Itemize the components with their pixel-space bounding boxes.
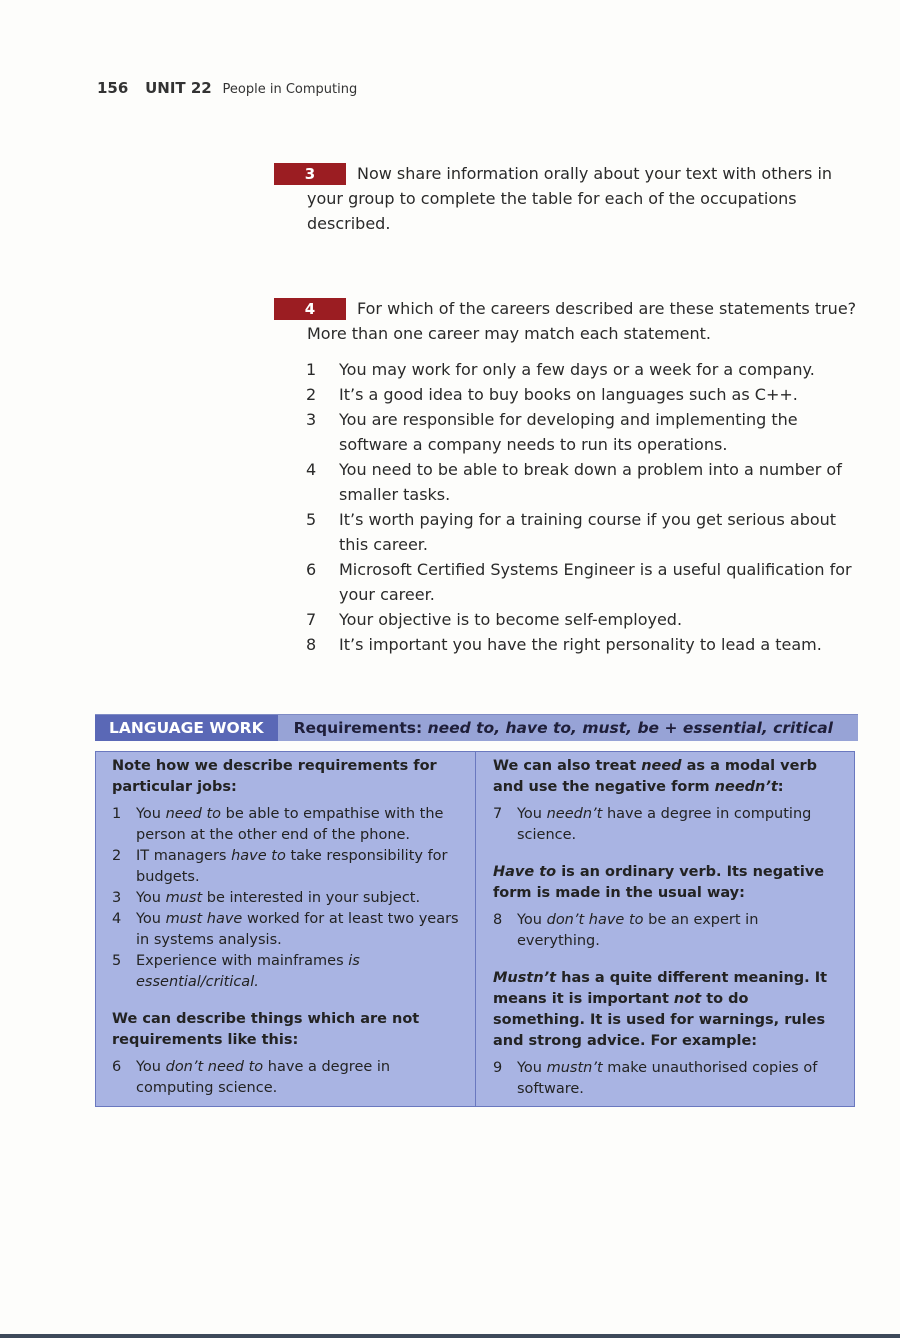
exercise-3 bbox=[274, 161, 864, 236]
statement-item: 6 Microsoft Certified Systems Engineer is a useful qualification for your career. bbox=[306, 560, 852, 604]
exercise-3-line-1: Now share information orally about your text with others in bbox=[357, 164, 833, 183]
example-item: 5 Experience with mainframes is essential/critical. bbox=[112, 953, 360, 990]
left-intro: Note how we describe requirements for particular jobs: bbox=[112, 758, 437, 795]
left-intro-2: We can describe things which are not requirements like this: bbox=[112, 1011, 420, 1048]
exercise-4-line-1: For which of the careers described are these statements true? bbox=[357, 299, 857, 318]
running-header bbox=[97, 79, 357, 97]
statement-list bbox=[306, 357, 866, 657]
right-para-1: We can also treat need as a modal verb and use the negative form needn’t: bbox=[493, 758, 817, 795]
exercise-number-badge: 4 bbox=[274, 298, 346, 320]
statement-item: 3 You are responsible for developing and implementing the software a company needs to run its operations. bbox=[306, 410, 798, 454]
non-requirements-examples bbox=[112, 1057, 459, 1099]
needn-t-example bbox=[493, 804, 838, 846]
page-number: 156 bbox=[97, 79, 129, 97]
right-para-3: Mustn’t has a quite different meaning. It means it is important not to do something. It is used for warnings, rules and strong advice. For example: bbox=[493, 970, 828, 1049]
statement-item: 4 You need to be able to break down a problem into a number of smaller tasks. bbox=[306, 460, 842, 504]
unit-title: People in Computing bbox=[222, 82, 358, 97]
statement-item: 1 You may work for only a few days or a week for a company. bbox=[306, 360, 815, 379]
example-item: 9 You mustn’t make unauthorised copies of software. bbox=[493, 1060, 818, 1097]
unit-label: UNIT 22 bbox=[145, 79, 212, 97]
language-work-header bbox=[95, 714, 858, 741]
page-bottom-edge bbox=[0, 1334, 900, 1338]
right-para-2: Have to is an ordinary verb. Its negative form is made in the usual way: bbox=[493, 864, 825, 901]
example-item: 6 You don’t need to have a degree in computing science. bbox=[112, 1059, 391, 1096]
example-item: 2 IT managers have to take responsibility for budgets. bbox=[112, 848, 448, 885]
language-work-right-column bbox=[475, 752, 854, 1106]
language-work-left-column bbox=[96, 752, 475, 1106]
example-item: 3 You must be interested in your subject. bbox=[112, 890, 421, 906]
statement-item: 5 It’s worth paying for a training course if you get serious about this career. bbox=[306, 510, 837, 554]
statement-item: 2 It’s a good idea to buy books on languages such as C++. bbox=[306, 385, 798, 404]
don-t-have-to-example bbox=[493, 910, 838, 952]
statement-item: 8 It’s important you have the right personality to lead a team. bbox=[306, 635, 822, 654]
exercise-4 bbox=[274, 296, 864, 346]
example-item: 8 You don’t have to be an expert in everything. bbox=[493, 912, 759, 949]
statement-item: 7 Your objective is to become self-employed. bbox=[306, 610, 683, 629]
exercise-3-line-3: described. bbox=[307, 214, 391, 233]
example-item: 4 You must have worked for at least two years in systems analysis. bbox=[112, 911, 459, 948]
exercise-4-line-2: More than one career may match each statement. bbox=[307, 324, 711, 343]
example-item: 7 You needn’t have a degree in computing science. bbox=[493, 806, 812, 843]
mustn-t-example bbox=[493, 1058, 838, 1100]
requirements-examples bbox=[112, 804, 459, 993]
exercise-number-badge: 3 bbox=[274, 163, 346, 185]
example-item: 1 You need to be able to empathise with the person at the other end of the phone. bbox=[112, 806, 444, 843]
language-work-box bbox=[95, 751, 855, 1107]
language-work-tag: LANGUAGE WORK bbox=[95, 715, 278, 741]
language-work-title: Requirements: need to, have to, must, be + essential, critical bbox=[293, 719, 833, 737]
exercise-3-line-2: your group to complete the table for each of the occupations bbox=[307, 189, 797, 208]
